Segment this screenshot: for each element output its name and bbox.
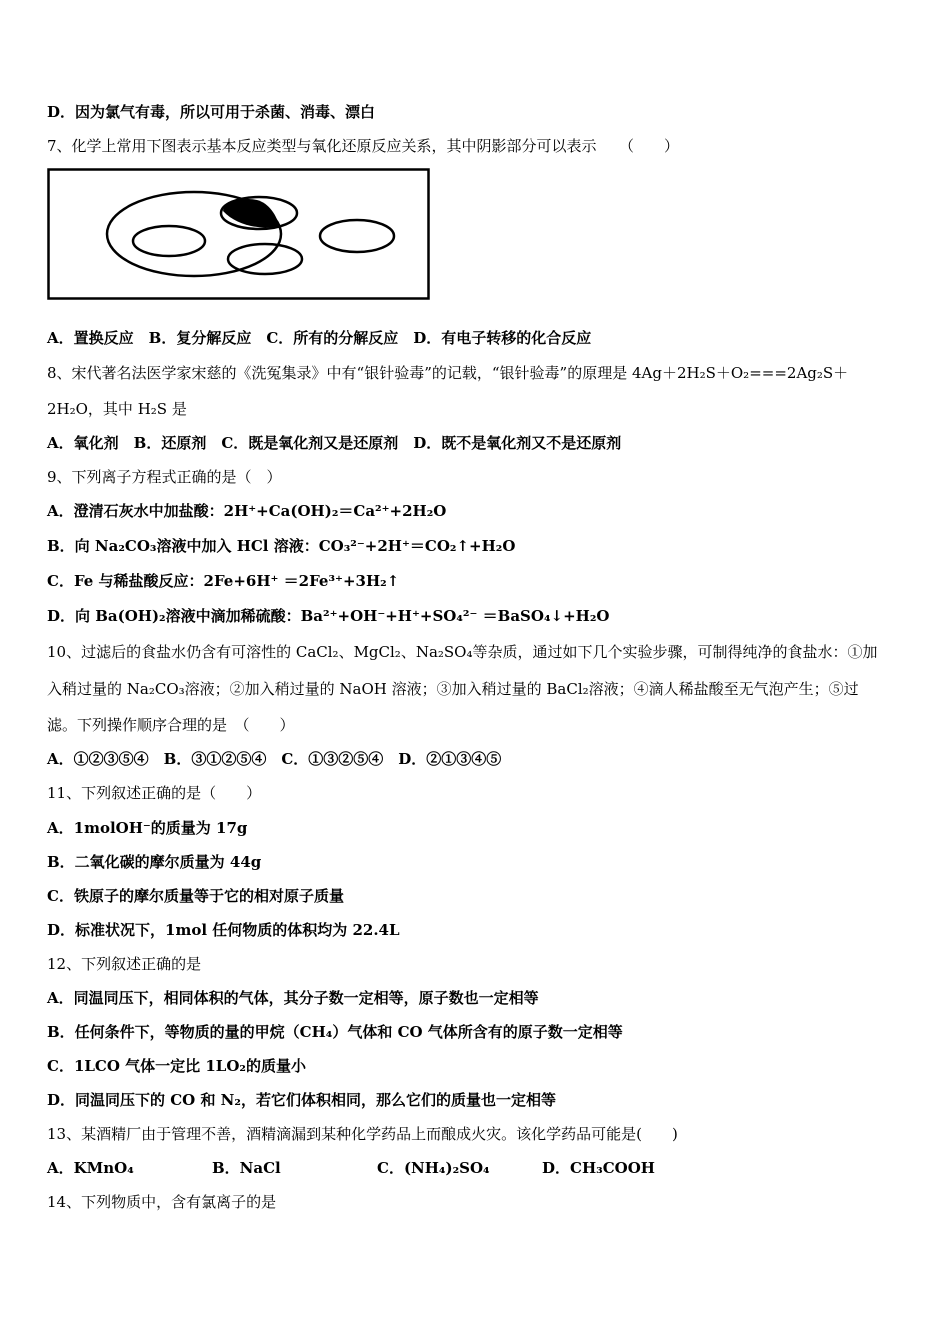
q10-stem-line2: 入稍过量的 Na₂CO₃溶液；②加入稍过量的 NaOH 溶液；③加入稍过量的 BaCl₂溶液；④滴人稀盐酸至无气泡产生；⑤过	[47, 680, 859, 698]
q12-option-b: B．任何条件下，等物质的量的甲烷（CH₄）气体和 CO 气体所含有的原子数一定相等	[47, 1023, 623, 1041]
q13-option-d: D．CH₃COOH	[542, 1159, 655, 1177]
q7-options: A．置换反应 B．复分解反应 C．所有的分解反应 D．有电子转移的化合反应	[47, 329, 592, 347]
q8-stem-line1: 8、宋代著名法医学家宋慈的《洗冤集录》中有“银针验毒”的记载，“银针验毒”的原理是 4Ag＋2H₂S＋O₂===2Ag₂S＋	[47, 364, 849, 382]
q6-option-d: D．因为氯气有毒，所以可用于杀菌、消毒、漂白	[47, 103, 376, 121]
q13-option-b: B．NaCl	[212, 1159, 281, 1177]
q10-stem-line3: 滤。下列操作顺序合理的是 （ ）	[47, 716, 295, 734]
q9-stem: 9、下列离子方程式正确的是（ ）	[47, 468, 282, 486]
q12-option-a: A．同温同压下，相同体积的气体，其分子数一定相等，原子数也一定相等	[47, 989, 539, 1007]
q12-option-d: D．同温同压下的 CO 和 N₂，若它们体积相同，那么它们的质量也一定相等	[47, 1091, 556, 1109]
q7-stem: 7、化学上常用下图表示基本反应类型与氧化还原反应关系，其中阴影部分可以表示 （ ）	[47, 137, 680, 155]
q13-option-a: A．KMnO₄	[47, 1159, 134, 1177]
q11-option-a: A．1molOH⁻的质量为 17g	[47, 819, 248, 837]
reaction-venn-diagram	[47, 168, 430, 300]
q13-stem: 13、某酒精厂由于管理不善，酒精滴漏到某种化学药品上而酿成火灾。该化学药品可能是( )	[47, 1125, 678, 1143]
q9-option-a: A．澄清石灰水中加盐酸：2H⁺+Ca(OH)₂＝Ca²⁺+2H₂O	[47, 502, 447, 520]
q11-option-b: B．二氧化碳的摩尔质量为 44g	[47, 853, 262, 871]
q12-stem: 12、下列叙述正确的是	[47, 955, 202, 973]
q11-option-c: C．铁原子的摩尔质量等于它的相对原子质量	[47, 887, 344, 905]
q9-option-b: B．向 Na₂CO₃溶液中加入 HCl 溶液：CO₃²⁻+2H⁺＝CO₂↑+H₂O	[47, 537, 516, 555]
q8-stem-line2: 2H₂O，其中 H₂S 是	[47, 400, 187, 418]
outer-right-ellipse	[320, 220, 394, 252]
q12-option-c: C．1LCO 气体一定比 1LO₂的质量小	[47, 1057, 306, 1075]
q13-option-c: C．(NH₄)₂SO₄	[377, 1159, 490, 1177]
q10-options: A．①②③⑤④ B．③①②⑤④ C．①③②⑤④ D．②①③④⑤	[47, 750, 502, 768]
q9-option-d: D．向 Ba(OH)₂溶液中滴加稀硫酸：Ba²⁺+OH⁻+H⁺+SO₄²⁻ ＝BaSO₄↓+H₂O	[47, 607, 610, 625]
diagram-frame	[49, 170, 429, 299]
q11-stem: 11、下列叙述正确的是（ ）	[47, 784, 262, 802]
q11-option-d: D．标准状况下，1mol 任何物质的体积均为 22.4L	[47, 921, 400, 939]
q9-option-c: C．Fe 与稀盐酸反应：2Fe+6H⁺ ＝2Fe³⁺+3H₂↑	[47, 572, 400, 590]
q10-stem-line1: 10、过滤后的食盐水仍含有可溶性的 CaCl₂、MgCl₂、Na₂SO₄等杂质，通过如下几个实验步骤，可制得纯净的食盐水：①加	[47, 643, 878, 661]
q8-options: A．氧化剂 B．还原剂 C．既是氧化剂又是还原剂 D．既不是氧化剂又不是还原剂	[47, 434, 622, 452]
small-inner-ellipse	[133, 226, 205, 256]
q14-stem: 14、下列物质中，含有氯离子的是	[47, 1193, 277, 1211]
